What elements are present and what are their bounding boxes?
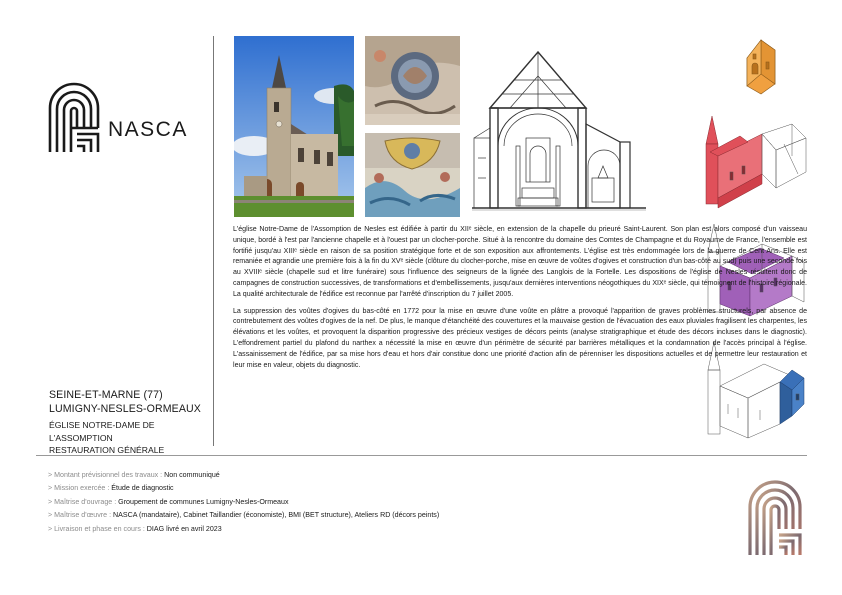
department: SEINE-ET-MARNE (77) xyxy=(49,389,163,401)
painted-decor-photo-1 xyxy=(365,36,460,125)
info-row-budget xyxy=(48,469,648,482)
church-section-drawing xyxy=(470,38,648,218)
project-type: RESTAURATION GÉNÉRALE xyxy=(49,445,165,456)
info-label: > Montant prévisionnel des travaux : xyxy=(48,471,165,479)
project-location xyxy=(49,389,219,457)
info-row-mission xyxy=(48,482,648,495)
church-exterior-photo xyxy=(234,36,354,217)
info-label: > Maîtrise d'œuvre : xyxy=(48,511,114,520)
info-label: > Livraison et phase en cours : xyxy=(48,524,147,533)
description-paragraph-2: La suppression des voûtes d'ogives du bas-côté en 1772 pour la mise en œuvre d'une voûte en plâtre a provoqué l'apparition de graves problèmes structurels, par absence de contrebutement des voûtes d'ogives de la nef. De plus, le manque d'étanchéité des couvertures et la mauvaise gestion de l'évacuation des eaux pluviales fragilisent les charpentes, les élévations et les voûtes, et provoquent la disparition progressive des précieux vestiges de décors peints (analyse stratigraphique et étude des décors incluses dans le diagnostic). L'effondrement partiel du plafond du narthex a nécessité la mise en œuvre d'un périmètre de sécurité par barrières métalliques et la condamnation de l'accès principal à l'église. L'assainissement de l'édifice, par sa mise hors d'eau et hors d'air constitue donc une priorité d'action afin de pérenniser les dispositions actuelles et de permettre leur restauration et leur mise en valeur, objets du diagnostic. xyxy=(233,307,807,369)
info-value: NASCA (mandataire), Cabinet Taillandier (économiste), BMI (BET structure), Ateliers RD (décors peints) xyxy=(113,511,440,520)
project-info xyxy=(48,469,648,536)
nasca-logo-mark xyxy=(48,82,100,154)
phase-diagram-1 xyxy=(743,36,783,98)
vertical-divider xyxy=(213,36,214,446)
nasca-logo xyxy=(48,82,208,156)
info-row-project-team xyxy=(48,509,648,522)
church-name: ÉGLISE NOTRE-DAME DE L'ASSOMPTION xyxy=(49,420,155,443)
info-value: Non communiqué xyxy=(164,471,220,479)
info-label: > Mission exercée : xyxy=(48,484,112,493)
info-value: DIAG livré en avril 2023 xyxy=(146,524,222,533)
phase-diagram-2 xyxy=(700,114,808,210)
painted-decor-photo-2 xyxy=(365,133,460,217)
description-paragraph-1: L'église Notre-Dame de l'Assomption de Nesles est édifiée à partir du XIIᵉ siècle, en extension de la chapelle du prieuré Saint-Laurent. Son plan est alors composé d'un vaisseau unique, bordé à l'est par l'ancienne chapelle et à l'ouest par un clocher-porche. Situé à la rencontre du domaine des Comtes de Champagne et du Royaume de France, l'ensemble est fortifié jusqu'au XIIIᵉ siècle en raison de sa position stratégique forte et de son exposition aux affrontements. L'église est très endommagée lors de la guerre de Cent Ans. Elle est remaniée et agrandie une première fois à la fin du XVᵉ siècle (clôture du clocher-porche, mise en œuvre de voûtes d'ogives et construction d'un bas-côté au sud) puis une seconde fois au XVIIIᵉ siècle (chapelle sud et litre funéraire) sous l'influence des seigneurs de la lignée des Langlois de la Fortelle. Les dispositions de l'église de Nesles résultent donc de campagnes de construction successives, de transformations et d'embellissements, jusqu'aux dernières interventions néogothiques du XIXᵉ siècle, qui témoignent de l'histoire régionale. La qualité architecturale de l'édifice est reconnue par l'arrêté d'inscription du 7 juillet 2005. xyxy=(233,226,807,298)
info-value: Étude de diagnostic xyxy=(111,484,174,493)
logo-photo-emblem xyxy=(747,479,803,557)
horizontal-divider xyxy=(36,455,807,456)
info-label: > Maîtrise d'ouvrage : xyxy=(48,497,119,506)
project-description xyxy=(233,225,807,371)
info-row-delivery xyxy=(48,523,648,536)
info-row-client xyxy=(48,496,648,509)
town: LUMIGNY-NESLES-ORMEAUX xyxy=(49,402,201,415)
brand-name: NASCA xyxy=(108,118,188,141)
info-value: Groupement de communes Lumigny-Nesles-Ormeaux xyxy=(118,497,289,506)
